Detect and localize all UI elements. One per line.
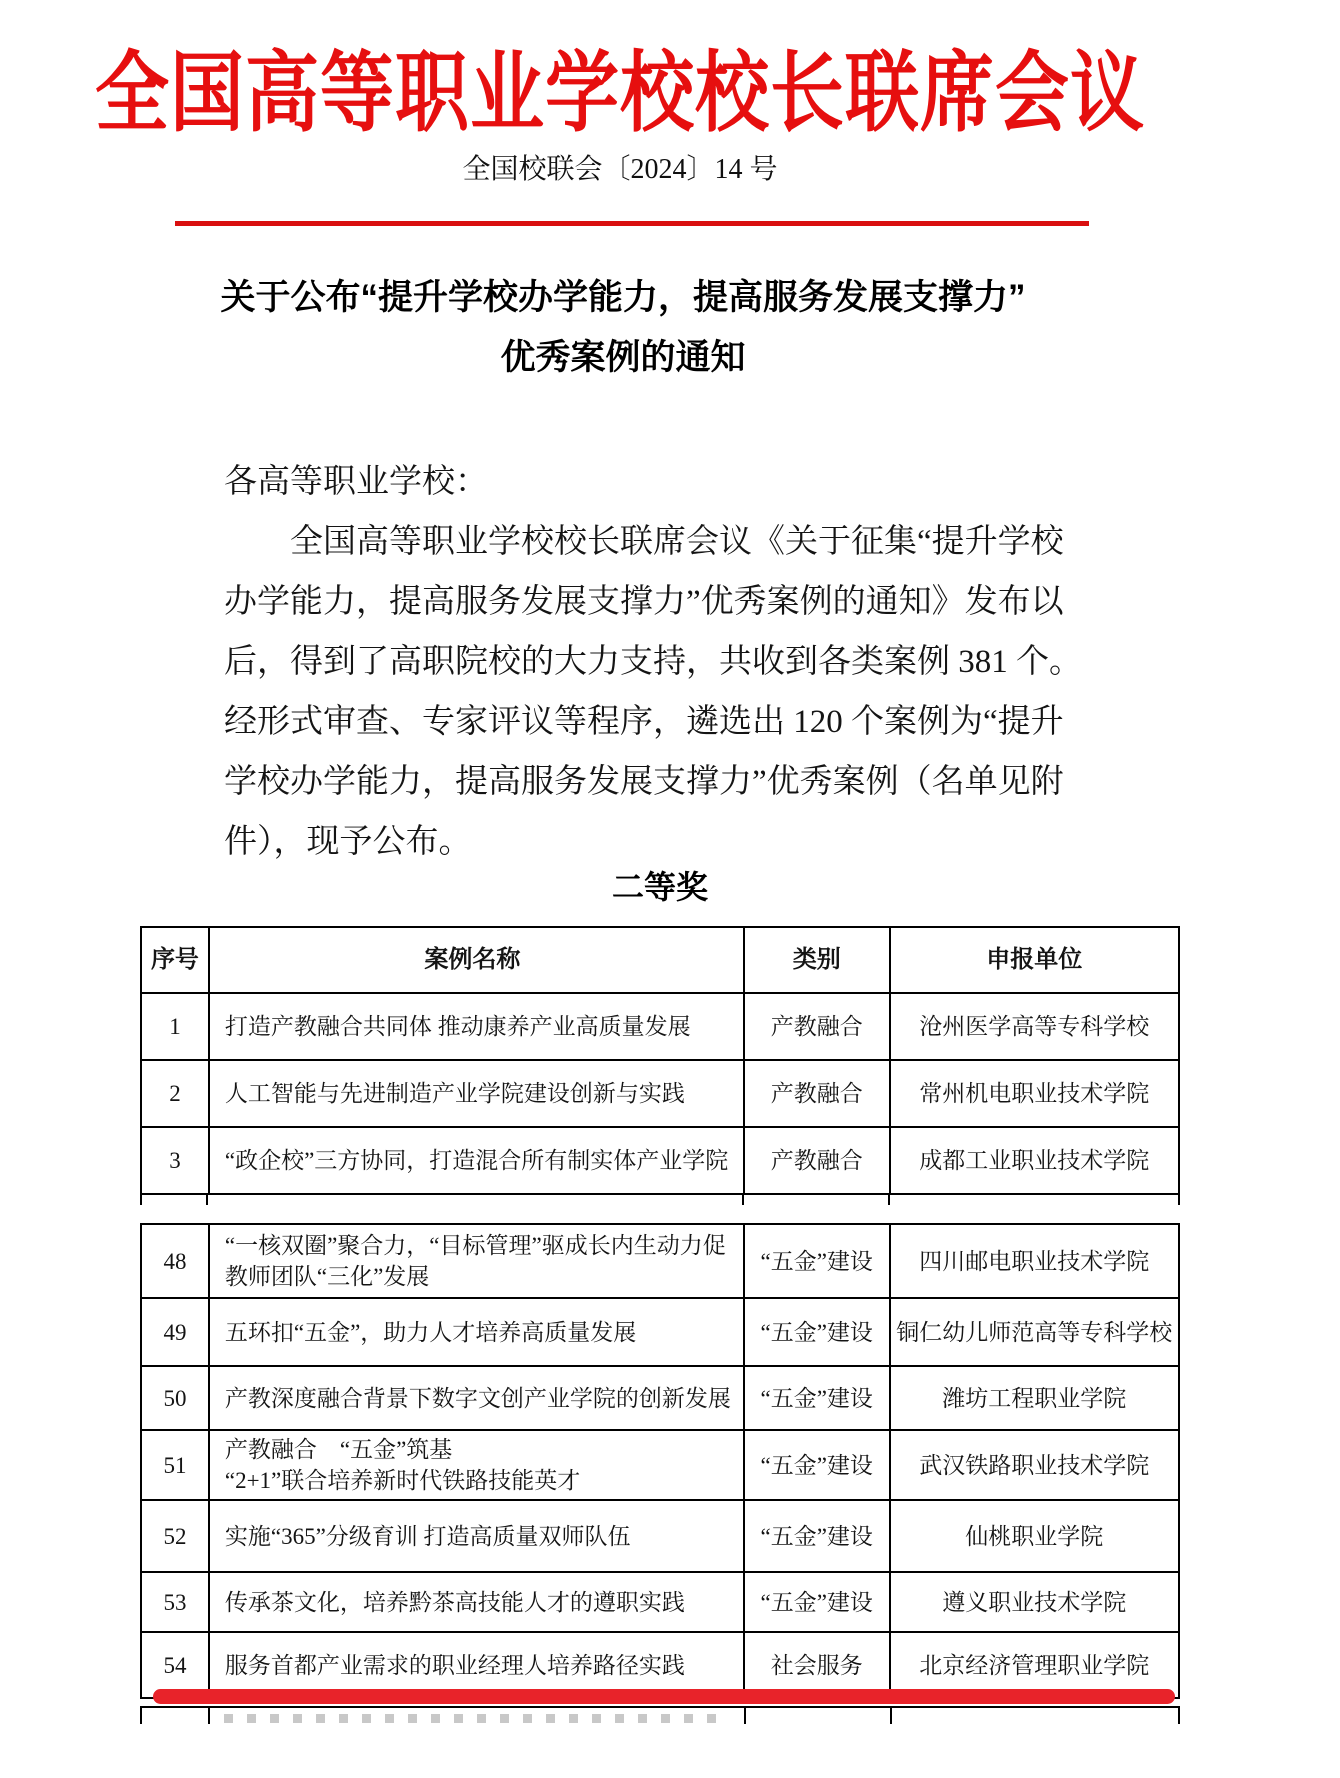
red-header-rule: [175, 221, 1089, 226]
cell-name: 产教深度融合背景下数字文创产业学院的创新发展: [210, 1367, 745, 1429]
notice-title-line1: 关于公布“提升学校办学能力，提高服务发展支撑力”: [220, 278, 1026, 317]
cell-name: 产教融合 “五金”筑基 “2+1”联合培养新时代铁路技能英才: [210, 1431, 745, 1499]
cell-name: 实施“365”分级育训 打造高质量双师队伍: [210, 1501, 745, 1571]
body-line: 全国高等职业学校校长联席会议《关于征集“提升学校: [290, 524, 1064, 560]
award-table-bottom: [140, 1223, 1180, 1699]
col-header-category: 类别: [745, 928, 891, 992]
cell-category: “五金”建设: [745, 1573, 891, 1631]
cut-stub: [140, 1195, 142, 1205]
cell-category: “五金”建设: [745, 1501, 891, 1571]
table-row: [142, 1573, 1178, 1633]
cell-name: “政企校”三方协同，打造混合所有制实体产业学院: [210, 1128, 745, 1193]
table-row: [142, 1367, 1178, 1431]
red-highlight-underline: [153, 1689, 1175, 1704]
table-header-row: [142, 928, 1178, 994]
salutation: 各高等职业学校：: [224, 464, 488, 500]
award-section-title: 二等奖: [611, 869, 708, 905]
cell-name: 传承茶文化，培养黔茶高技能人才的遵职实践: [210, 1573, 745, 1631]
cell-org: 铜仁幼儿师范高等专科学校: [896, 1319, 1173, 1345]
cell-org: 武汉铁路职业技术学院: [919, 1452, 1150, 1478]
clipped-next-row: [140, 1706, 1180, 1724]
cell-name: 服务首都产业需求的职业经理人培养路径实践: [210, 1633, 745, 1697]
body-line: 件），现予公布。: [224, 824, 472, 860]
cell-no: 51: [142, 1431, 210, 1499]
body-line: 后，得到了高职院校的大力支持，共收到各类案例 381 个。: [224, 644, 1082, 680]
col-header-no: 序号: [142, 928, 210, 992]
cut-stub: [742, 1195, 744, 1205]
org-title: 全国高等职业学校校长联席会议: [95, 46, 1145, 144]
cell-no: 53: [142, 1573, 210, 1631]
cell-org: 成都工业职业技术学院: [919, 1148, 1150, 1173]
cell-category: 社会服务: [745, 1633, 891, 1697]
cell-category: “五金”建设: [745, 1225, 891, 1297]
cell-name: 五环扣“五金”，助力人才培养高质量发展: [210, 1299, 745, 1365]
cell-org: 仙桃职业学院: [965, 1523, 1104, 1549]
table-row: [142, 1128, 1178, 1193]
notice-title: [0, 268, 1246, 388]
cell-org: 潍坊工程职业学院: [942, 1385, 1127, 1411]
cell-category: “五金”建设: [745, 1367, 891, 1429]
cut-stub: [888, 1195, 890, 1205]
cell-name: “一核双圈”聚合力，“目标管理”驱成长内生动力促 教师团队“三化”发展: [210, 1225, 745, 1297]
cell-no: 3: [142, 1128, 210, 1193]
cell-category: 产教融合: [745, 994, 891, 1059]
cut-stub: [1178, 1195, 1180, 1205]
cell-org: 沧州医学高等专科学校: [919, 1014, 1150, 1039]
cell-category: 产教融合: [745, 1128, 891, 1193]
body-line: 办学能力，提高服务发展支撑力”优秀案例的通知》发布以: [224, 584, 1064, 620]
table-row: [142, 1299, 1178, 1367]
table-row: [142, 1061, 1178, 1128]
cell-no: 52: [142, 1501, 210, 1571]
cell-no: 48: [142, 1225, 210, 1297]
cell-no: 2: [142, 1061, 210, 1126]
cell-no: 49: [142, 1299, 210, 1365]
cell-category: “五金”建设: [745, 1299, 891, 1365]
cell-no: 1: [142, 994, 210, 1059]
table-row: [142, 1501, 1178, 1573]
award-table-top: [140, 926, 1180, 1195]
table-row: [142, 994, 1178, 1061]
cut-stub: [206, 1195, 208, 1205]
cell-name: 打造产教融合共同体 推动康养产业高质量发展: [210, 994, 745, 1059]
notice-title-line2: 优秀案例的通知: [500, 338, 746, 377]
cell-category: “五金”建设: [745, 1431, 891, 1499]
notice-body: [224, 452, 1124, 872]
cell-org: 北京经济管理职业学院: [919, 1652, 1150, 1678]
table-row: [142, 1431, 1178, 1501]
col-header-org: 申报单位: [986, 946, 1083, 973]
cell-no: 50: [142, 1367, 210, 1429]
cell-category: 产教融合: [745, 1061, 891, 1126]
clipped-text-tops: [224, 1714, 724, 1723]
table-divider: [208, 1708, 210, 1724]
cell-org: 四川邮电职业技术学院: [919, 1248, 1150, 1274]
col-header-name: 案例名称: [210, 928, 745, 992]
table-divider: [744, 1708, 746, 1724]
table-divider: [890, 1708, 892, 1724]
cell-org: 常州机电职业技术学院: [919, 1081, 1150, 1106]
body-line: 经形式审查、专家评议等程序，遴选出 120 个案例为“提升: [224, 704, 1064, 740]
cell-org: 遵义职业技术学院: [942, 1589, 1127, 1615]
table-row: [142, 1633, 1178, 1697]
cell-name: 人工智能与先进制造产业学院建设创新与实践: [210, 1061, 745, 1126]
cell-no: 54: [142, 1633, 210, 1697]
doc-number: 全国校联会〔2024〕14 号: [462, 154, 778, 185]
table-row: [142, 1225, 1178, 1299]
body-line: 学校办学能力，提高服务发展支撑力”优秀案例（名单见附: [224, 764, 1064, 800]
